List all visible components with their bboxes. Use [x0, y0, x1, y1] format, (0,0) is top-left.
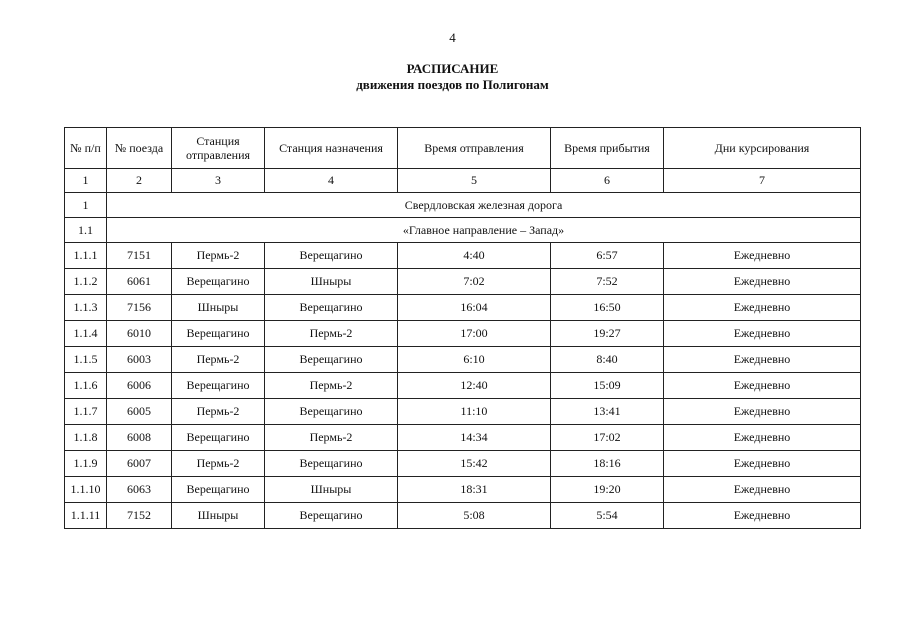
- arrival-time-cell: 18:16: [551, 451, 664, 477]
- header-cell-destination-station: Станция назначения: [265, 128, 398, 169]
- departure-station-cell: Пермь-2: [172, 347, 265, 373]
- departure-time-cell: 11:10: [398, 399, 551, 425]
- header-cell-departure-time: Время отправления: [398, 128, 551, 169]
- subsection-row: [65, 218, 861, 243]
- row-index-cell: 1.1.3: [65, 295, 107, 321]
- document-subtitle: движения поездов по Полигонам: [356, 77, 549, 92]
- page-number: 4: [449, 30, 456, 45]
- departure-station-cell: Верещагино: [172, 269, 265, 295]
- document-title: РАСПИСАНИЕ: [406, 61, 499, 76]
- arrival-time-cell: 17:02: [551, 425, 664, 451]
- column-number-cell: 2: [107, 169, 172, 193]
- row-index-cell: 1.1.1: [65, 243, 107, 269]
- operating-days-cell: Ежедневно: [664, 269, 861, 295]
- train-number-cell: 7152: [107, 503, 172, 529]
- arrival-time-cell: 16:50: [551, 295, 664, 321]
- section-label: Свердловская железная дорога: [107, 193, 861, 218]
- departure-station-cell: Пермь-2: [172, 243, 265, 269]
- arrival-time-cell: 7:52: [551, 269, 664, 295]
- table-row: [65, 269, 861, 295]
- section-number: 1: [65, 193, 107, 218]
- column-number-row: [65, 169, 861, 193]
- destination-station-cell: Пермь-2: [265, 425, 398, 451]
- operating-days-cell: Ежедневно: [664, 503, 861, 529]
- departure-time-cell: 4:40: [398, 243, 551, 269]
- subsection-label: «Главное направление – Запад»: [107, 218, 861, 243]
- departure-time-cell: 6:10: [398, 347, 551, 373]
- train-number-cell: 6005: [107, 399, 172, 425]
- operating-days-cell: Ежедневно: [664, 295, 861, 321]
- table-row: [65, 243, 861, 269]
- row-index-cell: 1.1.10: [65, 477, 107, 503]
- train-number-cell: 6007: [107, 451, 172, 477]
- row-index-cell: 1.1.7: [65, 399, 107, 425]
- destination-station-cell: Верещагино: [265, 243, 398, 269]
- departure-station-cell: Верещагино: [172, 425, 265, 451]
- operating-days-cell: Ежедневно: [664, 373, 861, 399]
- destination-station-cell: Шныры: [265, 477, 398, 503]
- schedule-table: [64, 127, 861, 529]
- column-number-cell: 4: [265, 169, 398, 193]
- train-number-cell: 6008: [107, 425, 172, 451]
- destination-station-cell: Верещагино: [265, 399, 398, 425]
- departure-time-cell: 14:34: [398, 425, 551, 451]
- departure-time-cell: 5:08: [398, 503, 551, 529]
- departure-time-cell: 15:42: [398, 451, 551, 477]
- departure-time-cell: 7:02: [398, 269, 551, 295]
- column-number-cell: 1: [65, 169, 107, 193]
- row-index-cell: 1.1.11: [65, 503, 107, 529]
- departure-station-cell: Верещагино: [172, 373, 265, 399]
- operating-days-cell: Ежедневно: [664, 451, 861, 477]
- destination-station-cell: Верещагино: [265, 451, 398, 477]
- train-number-cell: 6063: [107, 477, 172, 503]
- departure-time-cell: 17:00: [398, 321, 551, 347]
- row-index-cell: 1.1.5: [65, 347, 107, 373]
- arrival-time-cell: 13:41: [551, 399, 664, 425]
- header-cell-departure-station: Станция отправления: [172, 128, 265, 169]
- row-index-cell: 1.1.6: [65, 373, 107, 399]
- train-number-cell: 7156: [107, 295, 172, 321]
- destination-station-cell: Пермь-2: [265, 321, 398, 347]
- departure-station-cell: Верещагино: [172, 477, 265, 503]
- destination-station-cell: Верещагино: [265, 347, 398, 373]
- column-number-cell: 7: [664, 169, 861, 193]
- table-row: [65, 451, 861, 477]
- operating-days-cell: Ежедневно: [664, 399, 861, 425]
- destination-station-cell: Шныры: [265, 269, 398, 295]
- section-row: [65, 193, 861, 218]
- arrival-time-cell: 8:40: [551, 347, 664, 373]
- arrival-time-cell: 6:57: [551, 243, 664, 269]
- train-number-cell: 6006: [107, 373, 172, 399]
- departure-time-cell: 16:04: [398, 295, 551, 321]
- departure-station-cell: Шныры: [172, 295, 265, 321]
- header-cell-index: № п/п: [65, 128, 107, 169]
- destination-station-cell: Пермь-2: [265, 373, 398, 399]
- row-index-cell: 1.1.4: [65, 321, 107, 347]
- row-index-cell: 1.1.9: [65, 451, 107, 477]
- table-row: [65, 425, 861, 451]
- operating-days-cell: Ежедневно: [664, 321, 861, 347]
- arrival-time-cell: 19:20: [551, 477, 664, 503]
- header-cell-train-number: № поезда: [107, 128, 172, 169]
- destination-station-cell: Верещагино: [265, 295, 398, 321]
- arrival-time-cell: 19:27: [551, 321, 664, 347]
- table-row: [65, 373, 861, 399]
- header-cell-operating-days: Дни курсирования: [664, 128, 861, 169]
- row-index-cell: 1.1.8: [65, 425, 107, 451]
- train-number-cell: 7151: [107, 243, 172, 269]
- train-number-cell: 6061: [107, 269, 172, 295]
- departure-time-cell: 12:40: [398, 373, 551, 399]
- table-row: [65, 399, 861, 425]
- operating-days-cell: Ежедневно: [664, 477, 861, 503]
- table-body: [65, 169, 861, 529]
- column-number-cell: 6: [551, 169, 664, 193]
- table-row: [65, 347, 861, 373]
- subsection-number: 1.1: [65, 218, 107, 243]
- operating-days-cell: Ежедневно: [664, 347, 861, 373]
- header-cell-arrival-time: Время прибытия: [551, 128, 664, 169]
- table-row: [65, 295, 861, 321]
- row-index-cell: 1.1.2: [65, 269, 107, 295]
- arrival-time-cell: 15:09: [551, 373, 664, 399]
- departure-station-cell: Пермь-2: [172, 451, 265, 477]
- operating-days-cell: Ежедневно: [664, 425, 861, 451]
- destination-station-cell: Верещагино: [265, 503, 398, 529]
- operating-days-cell: Ежедневно: [664, 243, 861, 269]
- table-row: [65, 477, 861, 503]
- train-number-cell: 6003: [107, 347, 172, 373]
- train-number-cell: 6010: [107, 321, 172, 347]
- arrival-time-cell: 5:54: [551, 503, 664, 529]
- header-row: [65, 128, 861, 169]
- column-number-cell: 5: [398, 169, 551, 193]
- departure-time-cell: 18:31: [398, 477, 551, 503]
- departure-station-cell: Пермь-2: [172, 399, 265, 425]
- departure-station-cell: Шныры: [172, 503, 265, 529]
- column-number-cell: 3: [172, 169, 265, 193]
- table-row: [65, 503, 861, 529]
- departure-station-cell: Верещагино: [172, 321, 265, 347]
- table-row: [65, 321, 861, 347]
